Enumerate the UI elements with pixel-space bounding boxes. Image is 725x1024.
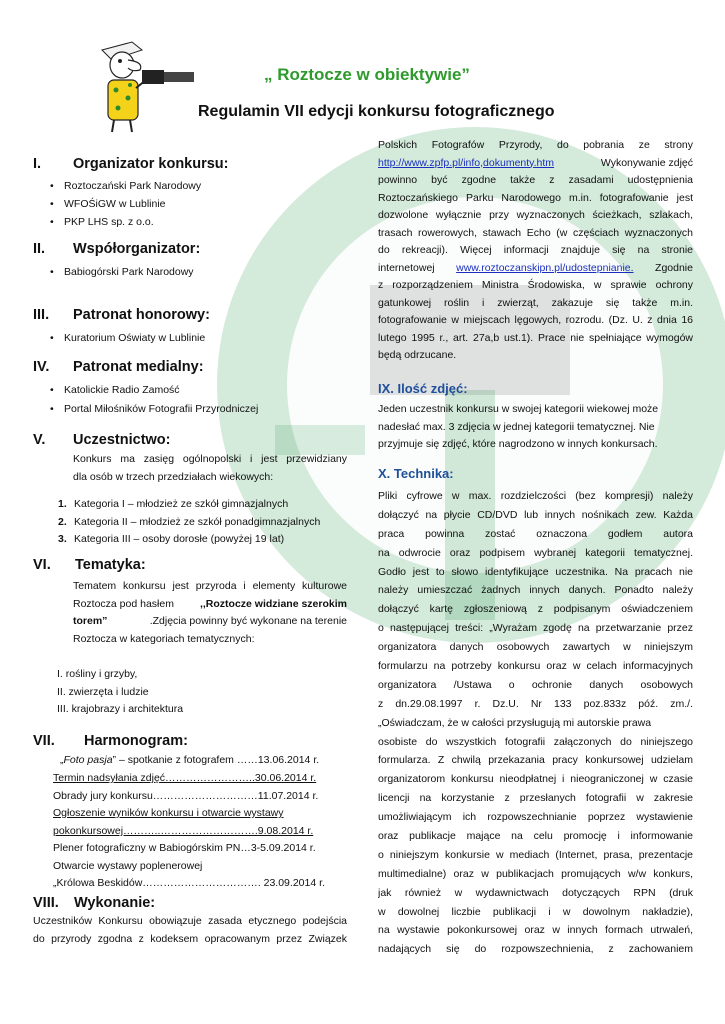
text-line: Pliki cyfrowe w max. rozdzielczości (bez kompresji) należy: [378, 490, 693, 502]
text-line: trasach rowerowych, stawach Echo (w częściach wyznaczonych: [378, 226, 693, 239]
section-title: Współorganizator:: [73, 241, 201, 257]
photo-count-text: [378, 401, 693, 454]
text-line: Uczestników Konkursu obowiązuje zasada etycznego podejścia: [33, 915, 347, 927]
section-execution-heading: [33, 895, 333, 913]
technique-text: [378, 487, 693, 959]
schedule-row: Otwarcie wystawy poplenerowej: [53, 860, 203, 872]
text-line: osobiste do wszystkich fotografii załączonych do niniejszego: [378, 735, 693, 748]
regulations-heading: Regulamin VII edycji konkursu fotograficznego: [198, 103, 555, 120]
section-media-patronage-heading: [33, 359, 333, 377]
section-title: Uczestnictwo:: [73, 432, 171, 448]
section-participation-heading: [33, 432, 333, 450]
text-line: „Oświadczam, że w całości przysługują mi autorskie prawa: [378, 716, 652, 729]
text-segment: „: [60, 754, 64, 766]
execution-text-continued: [378, 137, 693, 365]
text-line: o następującej treści: „Wyrażam zgodę na przetwarzanie przez: [378, 622, 693, 635]
schedule-row: Obrady jury konkursu…………………………11.07.2014 r.: [53, 790, 319, 802]
section-title: Patronat medialny:: [73, 359, 204, 375]
text-line: na odwrocie oraz podpisem wybranej kategorii tematycznej.: [378, 546, 693, 559]
section-theme-heading: [33, 557, 333, 575]
section-title: Tematyka:: [75, 557, 146, 573]
section-title: Organizator konkursu:: [73, 156, 229, 172]
text-line: należy umieszczać żadnych innych danych. Ponadto należy: [378, 584, 693, 597]
text-line: praca powinna zostać oznaczona godłem autora: [378, 527, 693, 540]
text-line: organizatora /Ustawa o ochronie danych osobowych: [378, 678, 693, 691]
text-line: gatunkowej roślin i zwierząt, zakazuje się także m.in.: [378, 296, 693, 309]
slogan-text: ,,Roztocze widziane szerokim: [199, 597, 347, 610]
list-item-text: PKP LHS sp. z o.o.: [64, 216, 154, 228]
section-number: VIII.: [33, 895, 59, 911]
text-line: Konkurs ma zasięg ogólnopolski i jest przewidziany: [73, 453, 347, 465]
section-number: IV.: [33, 359, 50, 375]
text-line: Roztoczańskiego Parku Narodowego m.in. fotografowanie jest: [378, 191, 693, 204]
text-line: nadesłać max. 3 zdjęcia w jednej kategorii tematycznej. Nie: [378, 420, 655, 433]
schedule-row: [60, 754, 319, 766]
list-item-text: Portal Miłośników Fotografii Przyrodniczej: [64, 403, 259, 415]
category-text: Kategoria I – młodzież ze szkół gimnazjalnych: [74, 498, 289, 510]
text-line: do rekreacji). Więcej informacji znajduje się na stronie: [378, 244, 693, 256]
category-text: Kategoria III – osoby dorosłe (powyżej 19 lat): [74, 533, 285, 545]
theme-item: I. rośliny i grzyby,: [57, 668, 138, 680]
zpfp-link[interactable]: http://www.zpfp.pl/info,dokumenty.htm: [378, 156, 555, 169]
text-line: Polskich Fotografów Przyrody, do pobrania ze strony: [378, 139, 693, 151]
photographer-mascot-image: [92, 40, 202, 135]
category-number: 2.: [58, 516, 67, 528]
theme-item: III. krajobrazy i architektura: [57, 703, 184, 715]
text-line: powinno być zgodne także z zasadami udostępnienia: [378, 174, 693, 186]
section-title: Wykonanie:: [74, 895, 156, 911]
section-honorary-patronage-heading: [33, 307, 333, 325]
list-item-text: Kuratorium Oświaty w Lublinie: [64, 332, 206, 344]
category-number: 3.: [58, 533, 67, 545]
list-item-text: WFOŚiGW w Lublinie: [64, 198, 166, 210]
text-line: Tematem konkursu jest przyroda i elementy kulturowe: [73, 580, 347, 592]
category-number: 1.: [58, 498, 67, 510]
schedule-row: Termin nadsyłania zdjęć……………………..30.06.2014 r.: [53, 772, 317, 784]
text-line: Godło jest to słowo identyfikujące uczestnika. Na pracach nie: [378, 565, 693, 578]
text-line: lutego 1995 r., art. 27a,b ust.1). Prace nie spełniające wymogów: [378, 331, 693, 344]
text-line: organizatorom konkursu nieodpłatnej i nieograniczonej w czasie: [378, 773, 693, 786]
schedule-row: pokonkursowej………..……………………….9.08.2014 r.: [53, 825, 314, 837]
section-technique-heading: X. Technika:: [378, 466, 454, 481]
schedule-row: „Królowa Beskidów……………………………. 23.09.2014 r.: [53, 877, 325, 889]
text-line: do przyrody zgodna z kodeksem opracowanym przez Związek: [33, 932, 347, 945]
text-line: fotografowanie w miejscach lęgowych, rozrodu. (Dz. U. z dnia 16: [378, 314, 693, 326]
text-line: [73, 596, 347, 614]
text-line: dołączyć kartę zgłoszeniową z podpisanym oświadczeniem: [378, 603, 693, 616]
text-line: formularza. Z chwilą przekazania pracy konkursowej udzielam: [378, 754, 693, 767]
text-segment: Wykonywanie zdjęć: [600, 156, 693, 169]
text-line: Jeden uczestnik konkursu w swojej kategorii wiekowej może: [378, 403, 659, 415]
section-title: Patronat honorowy:: [73, 307, 210, 323]
text-segment: .Zdjęcia powinny być wykonane na terenie: [149, 615, 347, 627]
text-line: z rozporządzeniem Ministra Środowiska, w sprawie ochrony: [378, 279, 693, 291]
text-line: [378, 155, 693, 173]
section-organizer-heading: [33, 156, 333, 174]
section-photo-count-heading: IX. Ilość zdjęć:: [378, 381, 468, 396]
text-line: w dowolnej liczbie publikacji i w dowolnym nakładzie),: [378, 905, 693, 918]
contest-title: „ Roztocze w obiektywie”: [264, 65, 470, 84]
execution-text: [33, 913, 347, 948]
text-line: z dn.29.08.1997 r. Dz.U. Nr 133 poz.833z póź. zm./.: [378, 697, 693, 710]
text-line: nadających się do rozpowszechnienia, z zachowaniem: [378, 943, 693, 956]
text-line: [73, 613, 347, 631]
section-number: V.: [33, 432, 46, 448]
text-line: o niniejszym konkursie w mediach (Internet, prasa, prezentacje: [378, 848, 693, 861]
text-line: multimedialne) oraz w publikacjach promujących w/w konkurs,: [378, 867, 693, 880]
section-title: Harmonogram:: [84, 733, 188, 749]
text-line: [378, 260, 693, 278]
section-coorganizer-heading: [33, 241, 333, 259]
section-number: II.: [33, 241, 46, 257]
section-number: III.: [33, 307, 50, 323]
text-line: jak również w wydawnictwach dotyczących RPN (druk: [378, 886, 693, 899]
text-line: organizatora danych osobowych zawartych w niniejszym: [378, 641, 693, 654]
section-schedule-heading: [33, 733, 333, 751]
list-item-text: Babiogórski Park Narodowy: [64, 266, 194, 278]
text-line: oraz publikacje mające na celu promocję i informowanie: [378, 830, 693, 843]
event-name: Foto pasja: [63, 754, 113, 766]
category-text: Kategoria II – młodzież ze szkół ponadgimnazjalnych: [74, 516, 321, 528]
text-segment: internetowej: [378, 261, 435, 274]
section-number: I.: [33, 156, 42, 172]
section-number: VI.: [33, 557, 51, 573]
schedule-row: Plener fotograficzny w Babiogórskim PN…3-5.09.2014 r.: [53, 842, 316, 854]
list-item-text: Katolickie Radio Zamość: [64, 384, 180, 396]
text-line: dołączyć na płycie CD/DVD lub innych nośnikach zew. Każda: [378, 508, 693, 521]
section-number: VII.: [33, 733, 55, 749]
rpn-link[interactable]: www.roztoczanskipn.pl/udostepnianie.: [456, 261, 634, 274]
text-line: licencji na korzystanie z przesłanych fotografii w zakresie: [378, 792, 693, 805]
slogan-text: torem”: [73, 615, 108, 627]
text-line: na wystawie pokonkursowej oraz w innych formach utrwaleń,: [378, 924, 693, 937]
text-line: będą odrzucane.: [378, 349, 457, 361]
participation-text: [73, 451, 347, 486]
text-segment: Roztocza pod hasłem: [73, 597, 174, 610]
text-line: przyjmuje się zdjęć, które nagrodzono w innych konkursach.: [378, 438, 658, 450]
text-line: umożliwiającym ich rozpowszechnianie poprzez wystawienie: [378, 811, 693, 824]
text-line: dozwolone wyłącznie przy wyznaczonych ścieżkach, szlakach,: [378, 209, 693, 221]
list-item-text: Roztoczański Park Narodowy: [64, 180, 202, 192]
text-segment: ” – spotkanie z fotografem ……13.06.2014 r.: [112, 754, 320, 766]
text-line: formularzu na potrzeby konkursu oraz w celach informacyjnych: [378, 660, 693, 673]
text-line: Roztocza w kategoriach tematycznych:: [73, 632, 255, 645]
text-segment: Zgodnie: [655, 261, 693, 274]
text-line: dla osób w trzech przedziałach wiekowych:: [73, 470, 274, 483]
theme-text: [73, 578, 347, 648]
theme-item: II. zwierzęta i ludzie: [57, 686, 149, 698]
schedule-row: Ogłoszenie wyników konkursu i otwarcie wystawy: [53, 807, 284, 819]
